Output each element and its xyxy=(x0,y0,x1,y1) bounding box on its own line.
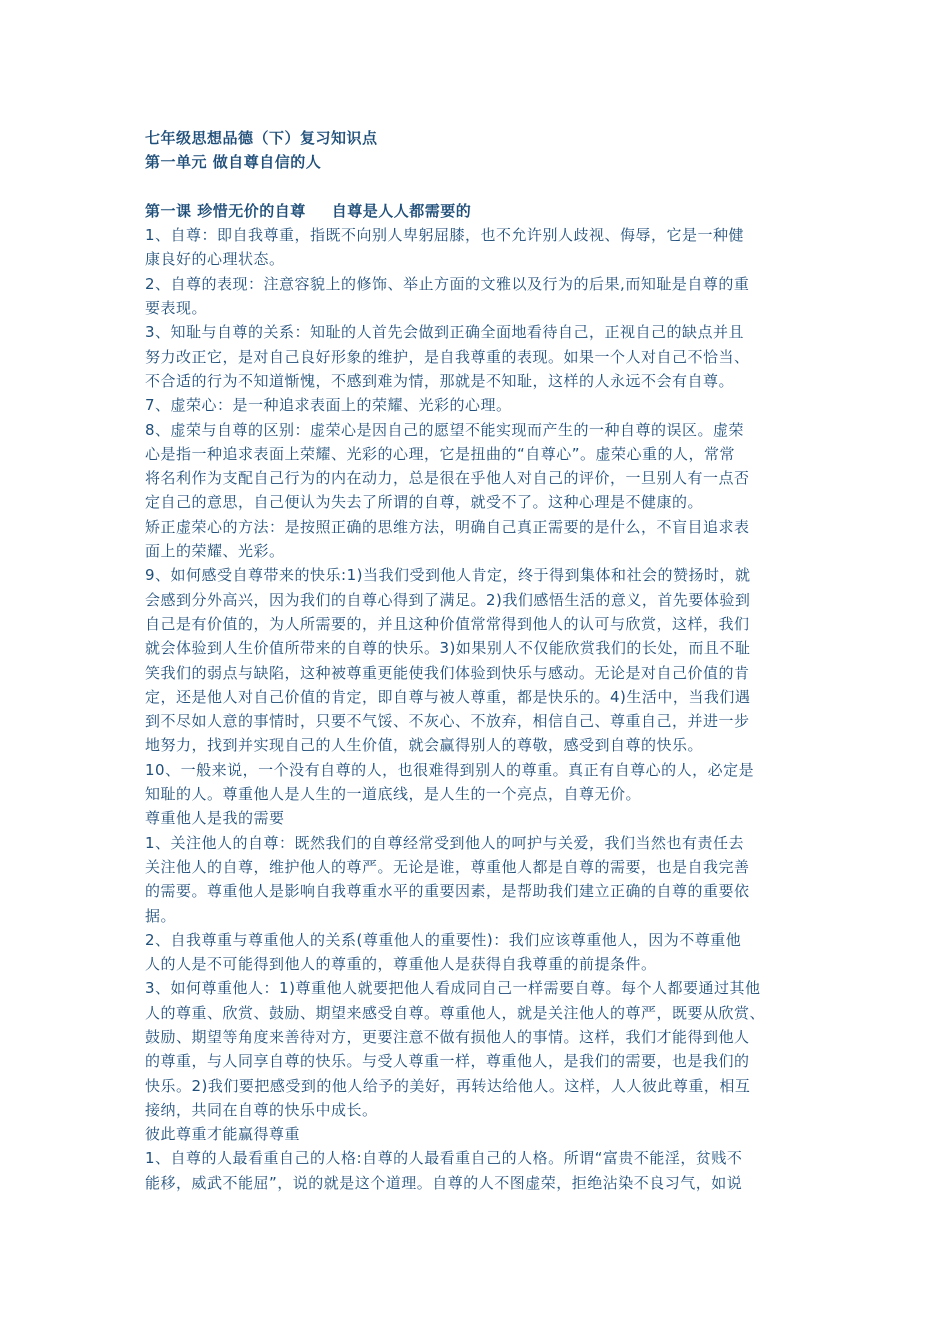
text-line: 定自己的意思，自己便认为失去了所谓的自尊，就受不了。这种心理是不健康的。 xyxy=(145,493,704,512)
text-line: 尊重他人是我的需要 xyxy=(145,809,285,828)
text-line: 鼓励、期望等角度来善待对方，更要注意不做有损他人的事情。这样，我们才能得到他人 xyxy=(145,1027,750,1046)
text-line: 心是指一种追求表面上荣耀、光彩的心理，它是扭曲的“自尊心”。虚荣心重的人，常常 xyxy=(145,444,736,463)
text-line: 人的人是不可能得到他人的尊重的，尊重他人是获得自我尊重的前提条件。 xyxy=(145,955,657,974)
lesson-heading-right: 自尊是人人都需要的 xyxy=(331,201,472,220)
text-line: 就会体验到人生价值所带来的自尊的快乐。3)如果别人不仅能欣赏我们的长处，而且不耻 xyxy=(145,639,751,658)
text-line: 的需要。尊重他人是影响自我尊重水平的重要因素，是帮助我们建立正确的自尊的重要依 xyxy=(145,882,750,901)
text-line: 会感到分外高兴，因为我们的自尊心得到了满足。2)我们感悟生活的意义，首先要体验到 xyxy=(145,590,751,609)
text-line: 矫正虚荣心的方法：是按照正确的思维方法，明确自己真正需要的是什么，不盲目追求表 xyxy=(145,517,750,536)
text-line: 据。 xyxy=(145,906,177,925)
text-line: 努力改正它，是对自己良好形象的维护，是自我尊重的表现。如果一个人对自己不恰当、 xyxy=(145,347,750,366)
text-line: 知耻的人。尊重他人是人生的一道底线，是人生的一个亮点，自尊无价。 xyxy=(145,785,642,804)
text-line: 2、自尊的表现：注意容貌上的修饰、举止方面的文雅以及行为的后果,而知耻是自尊的重 xyxy=(145,274,750,293)
text-line: 2、自我尊重与尊重他人的关系(尊重他人的重要性)：我们应该尊重他人，因为不尊重他 xyxy=(145,930,742,949)
text-line: 9、如何感受自尊带来的快乐:1)当我们受到他人肯定，终于得到集体和社会的赞扬时，就 xyxy=(145,566,751,585)
text-line: 面上的荣耀、光彩。 xyxy=(145,542,285,561)
body-text xyxy=(145,223,805,1195)
text-line: 将名利作为支配自己行为的内在动力，总是很在乎他人对自己的评价，一旦别人有一点否 xyxy=(145,469,750,488)
unit-heading: 第一单元 做自尊自信的人 xyxy=(145,153,322,172)
text-line: 7、虚荣心：是一种追求表面上的荣耀、光彩的心理。 xyxy=(145,396,512,415)
text-line: 到不尽如人意的事情时，只要不气馁、不灰心、不放弃，相信自己、尊重自己，并进一步 xyxy=(145,712,750,731)
text-line: 1、自尊的人最看重自己的人格:自尊的人最看重自己的人格。所谓“富贵不能淫，贫贱不 xyxy=(145,1149,743,1168)
text-line: 关注他人的自尊，维护他人的尊严。无论是谁，尊重他人都是自尊的需要，也是自我完善 xyxy=(145,857,750,876)
text-line: 3、如何尊重他人：1)尊重他人就要把他人看成同自己一样需要自尊。每个人都要通过其他 xyxy=(145,979,761,998)
text-line: 10、一般来说，一个没有自尊的人，也很难得到别人的尊重。真正有自尊心的人，必定是 xyxy=(145,760,755,779)
text-line: 笑我们的弱点与缺陷，这种被尊重更能使我们体验到快乐与感动。无论是对自己价值的肯 xyxy=(145,663,750,682)
lesson-heading xyxy=(145,199,805,223)
text-line: 接纳，共同在自尊的快乐中成长。 xyxy=(145,1100,378,1119)
text-line: 康良好的心理状态。 xyxy=(145,250,285,269)
text-line: 快乐。2)我们要把感受到的他人给予的美好，再转达给他人。这样，人人彼此尊重，相互 xyxy=(145,1076,751,1095)
text-line: 能移，威武不能屈”，说的就是这个道理。自尊的人不图虚荣，拒绝沾染不良习气，如说 xyxy=(145,1173,743,1192)
text-line: 的尊重，与人同享自尊的快乐。与受人尊重一样，尊重他人，是我们的需要，也是我们的 xyxy=(145,1052,750,1071)
text-line: 地努力，找到并实现自己的人生价值，就会赢得别人的尊敬，感受到自尊的快乐。 xyxy=(145,736,704,755)
text-line: 1、关注他人的自尊：既然我们的自尊经常受到他人的呵护与关爱，我们当然也有责任去 xyxy=(145,833,745,852)
text-line: 1、自尊：即自我尊重，指既不向别人卑躬屈膝，也不允许别人歧视、侮辱，它是一种健 xyxy=(145,226,745,245)
document-page xyxy=(145,126,805,1195)
text-line: 要表现。 xyxy=(145,299,208,318)
document-title: 七年级思想品德（下）复习知识点 xyxy=(145,129,378,147)
lesson-heading-left: 第一课 珍惜无价的自尊 xyxy=(145,201,306,220)
text-line: 不合适的行为不知道惭愧，不感到难为情，那就是不知耻，这样的人永远不会有自尊。 xyxy=(145,371,735,390)
text-line: 彼此尊重才能赢得尊重 xyxy=(145,1125,301,1144)
blank-line xyxy=(145,175,805,199)
text-line: 3、知耻与自尊的关系：知耻的人首先会做到正确全面地看待自己，正视自己的缺点并且 xyxy=(145,323,745,342)
text-line: 人的尊重、欣赏、鼓励、期望来感受自尊。尊重他人，就是关注他人的尊严，既要从欣赏、 xyxy=(145,1003,766,1022)
text-line: 定，还是他人对自己价值的肯定，即自尊与被人尊重，都是快乐的。4)生活中，当我们遇 xyxy=(145,687,751,706)
text-line: 8、虚荣与自尊的区别：虚荣心是因自己的愿望不能实现而产生的一种自尊的误区。虚荣 xyxy=(145,420,745,439)
text-line: 自己是有价值的，为人所需要的，并且这种价值常常得到他人的认可与欣赏，这样，我们 xyxy=(145,614,750,633)
